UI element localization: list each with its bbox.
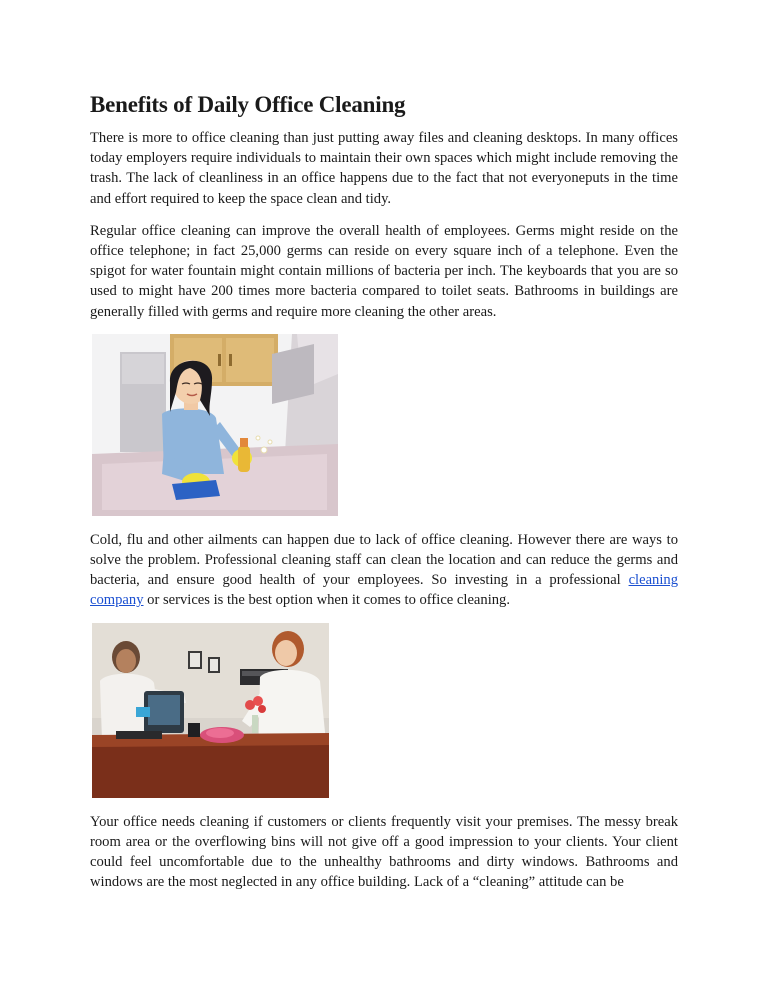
- paragraph-ailments-text-end: or services is the best option when it comes to office cleaning.: [143, 592, 511, 609]
- paragraph-clients: Your office needs cleaning if customers or clients frequently visit your premises. The messy break room area or the overflowing bins will not give off a good impression to your clients. Your client could feel uncomfortable due to the unhealthy bathrooms and dirty windows. Bathrooms and windows are the most neglected in any office building. Lack of a “cleaning” attitude can be: [90, 813, 678, 891]
- document-body: [90, 92, 678, 904]
- paragraph-intro: There is more to office cleaning than just putting away files and cleaning desktops. In many offices today employers require individuals to maintain their own spaces which might include removing the trash. The lack of cleanliness in an office happens due to the fact that not everyoneputs in the time and effort required to keep the space clean and tidy.: [90, 130, 678, 207]
- paragraph-ailments-text: Cold, flu and other ailments can happen due to lack of office cleaning. However there are ways to solve the problem. Professional cleaning staff can clean the location and can reduce the germs and bacteria, and ensure good health of your employees. So investing in a professional: [90, 531, 678, 589]
- woman-cleaning-illustration: [92, 334, 338, 516]
- cleaning-company-link[interactable]: cleaning company: [90, 572, 678, 609]
- paragraph-health: Regular office cleaning can improve the overall health of employees. Germs might reside on the office telephone; in fact 25,000 germs can reside on every square inch of a telephone. Even the spigot for water fountain might contain millions of bacteria per inch. The keyboards that you are so used to might have 200 times more bacteria compared to toilet seats. Bathrooms in buildings are generally filled with germs and require more cleaning the other areas.: [90, 222, 678, 320]
- paragraph-ailments: [90, 530, 678, 611]
- page-title: Benefits of Daily Office Cleaning: [90, 92, 406, 117]
- office-cleaning-photo: [92, 623, 329, 798]
